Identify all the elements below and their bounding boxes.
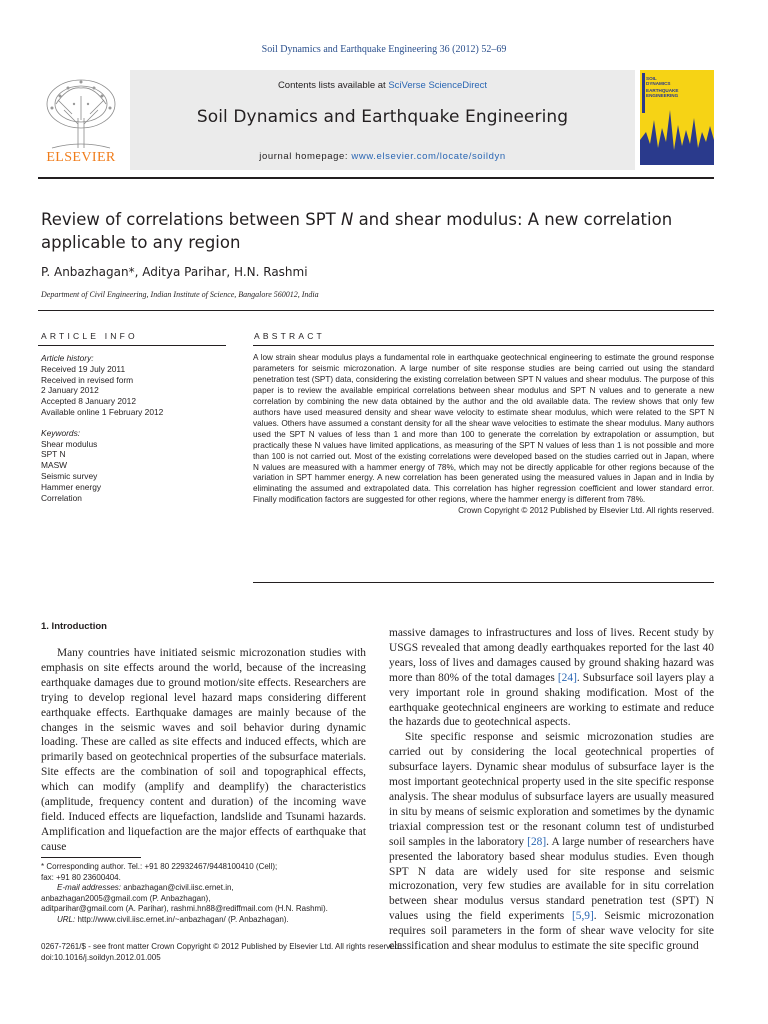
footnote-line: URL: http://www.civil.iisc.ernet.in/~anbazhagan/ (P. Anbazhagan).: [57, 914, 289, 924]
contents-prefix: Contents lists available at: [277, 80, 389, 91]
journal-cover-image[interactable]: [640, 70, 714, 165]
email-link[interactable]: anbazhagan@civil.iisc.ernet.in,: [123, 883, 234, 893]
footnote: [41, 862, 381, 926]
elsevier-wordmark: ELSEVIER: [46, 150, 116, 165]
email-link[interactable]: anbazhagan2005@gmail.com (P. Anbazhagan),: [41, 893, 211, 903]
keyword-item: SPT N: [41, 449, 66, 460]
abstract-bottom-rule: [253, 582, 714, 583]
keyword-item: Hammer energy: [41, 481, 102, 492]
cover-title-line: SOIL: [646, 76, 657, 81]
affiliation-rule: [38, 310, 714, 311]
footnote-line: fax: +91 80 23600404.: [41, 872, 121, 882]
footnote-line: E-mail addresses: anbazhagan@civil.iisc.ernet.in,: [57, 883, 234, 893]
title-italic-n: N: [340, 210, 354, 229]
email-link[interactable]: aditparihar@gmail.com (A. Parihar), rashmi.hn88@rediffmail.com (H.N. Rashmi).: [41, 904, 328, 914]
author-list[interactable]: P. Anbazhagan*, Aditya Parihar, H.N. Rashmi: [41, 265, 308, 279]
abstract-label: ABSTRACT: [254, 331, 325, 341]
doi-link[interactable]: doi:10.1016/j.soildyn.2012.01.005: [41, 953, 161, 962]
abstract-rule: [253, 345, 714, 346]
affiliation: Department of Civil Engineering, Indian Institute of Science, Bangalore 560012, India: [41, 290, 319, 299]
header-rule: [38, 177, 714, 179]
keyword-item: MASW: [41, 460, 68, 471]
cover-title-line: DYNAMICS: [646, 81, 671, 86]
cover-seismogram-graphic: [640, 70, 714, 165]
history-heading: Article history:: [41, 353, 94, 363]
sciencedirect-link[interactable]: SciVerse ScienceDirect: [388, 80, 488, 91]
history-item: Received in revised form: [41, 374, 134, 385]
homepage-prefix: journal homepage:: [259, 151, 352, 162]
homepage-link[interactable]: www.elsevier.com/locate/soildyn: [351, 151, 506, 162]
body-column-left: [41, 646, 366, 855]
reference-link[interactable]: [28]: [527, 835, 547, 848]
article-info-panel: [41, 353, 226, 503]
article-info-rule: [38, 345, 226, 346]
issn-doi-block: [41, 941, 401, 963]
keyword-item: Seismic survey: [41, 470, 98, 481]
footnote-rule: [41, 857, 141, 858]
reference-link[interactable]: [5,9]: [571, 910, 594, 923]
issn-line: 0267-7261/$ - see front matter Crown Copyright © 2012 Published by Elsevier Ltd. All rights reserved.: [41, 942, 402, 951]
url-link[interactable]: http://www.civil.iisc.ernet.in/~anbazhagan/ (P. Anbazhagan).: [77, 914, 289, 924]
journal-citation[interactable]: Soil Dynamics and Earthquake Engineering 36 (2012) 52–69: [261, 44, 507, 55]
title-part: Review of correlations between SPT: [41, 210, 341, 229]
body-paragraph: Many countries have initiated seismic microzonation studies with emphasis on site effects around the world, because of the increasing earthquake damages due to ground motion/site effects. Researchers are trying to develop regional level hazard maps considering different earthquake effects. Earthquake damages are mainly because of the changes in the seismic waves and soil behavior during dynamic loading. These are called as site effects and induced effects, which are primarily based on geotechnical properties of the subsurface materials. Site effects are the combination of soil and topographical effects, which can modify (amplify and deamplify) the characteristics (amplitude, frequency content and duration) of the incoming wave field. Induced effects are liquefaction, landslide and Tsunami hazards. Amplification and liquefaction are the major effects of earthquake that cause: [41, 647, 366, 853]
history-item: Accepted 8 January 2012: [41, 396, 136, 407]
abstract-text: A low strain shear modulus plays a fundamental role in earthquake geotechnical engineering to estimate the ground response parameters for seismic microzonation. A large number of site response studies are being carried out using the standard penetration test (SPT) data, considering the existing correlation between SPT N values and shear modulus. The purpose of this paper is to review the available empirical correlations between shear modulus and SPT N values and to generate a new correlation by combining the new data obtained by the author and the old available data. The review shows that only few authors have used measured density and shear wave velocity to estimate shear modulus, which were related to the SPT N values. Others have assumed a constant density for all the shear wave velocities to estimate the shear modulus. Many authors used the SPT N values of less than 1 and more than 100 to generate the correlation by extrapolation or assumption, but practically these N values have limited applications, as measuring of the SPT N values of less than 1 is not possible and more than 100 is not carried out. Most of the existing correlations were developed based on the studies carried out in Japan, where N values are measured with a hammer energy of 78%, which may not be directly applicable for other regions because of the variation in SPT hammer energy. A new correlation has been generated using the measured values in Japan and in India by eliminating the assumed and extrapolated data. This correlation has higher regression coefficient and lower standard error. Finally modification factors are suggested for other regions, where the hammer energy is different from 78%.: [253, 353, 714, 505]
keywords-heading: Keywords:: [41, 427, 81, 438]
history-item: 2 January 2012: [41, 385, 99, 396]
abstract-copyright: Crown Copyright © 2012 Published by Elsevier Ltd. All rights reserved.: [458, 506, 714, 516]
title-part: and shear modulus: A new correlation applicable to any region: [41, 210, 673, 252]
article-info-label: ARTICLE INFO: [41, 331, 138, 341]
body-column-right: [389, 626, 714, 954]
footnote-line: * Corresponding author. Tel.: +91 80 22932467/9448100410 (Cell);: [41, 862, 278, 871]
homepage-line: [130, 151, 635, 162]
keyword-item: Correlation: [41, 492, 82, 503]
cover-title-line: ENGINEERING: [646, 93, 679, 98]
body-paragraph: Site specific response and seismic microzonation studies are carried out by considering the local geotechnical properties of subsurface layers. Dynamic shear modulus of subsurface layer is the most important geotechnical property used in the site specific response analysis. The shear modulus of subsurface layers are usually measured in situ by means of seismic exploration and sometimes by the dynamic triaxial compression test or the resonant column test of undisturbed soil samples in the laboratory [28]. A large number of researchers have presented the laboratory based shear modulus studies. Even though SPT N data are widely used for site response and seismic microzonation, very few studies are available for in situ correlation between shear modulus versus standard penetration test (SPT) N values using the field experiments [5,9]. Seismic microzonation requires soil parameters in the form of shear wave velocity for site classification and shear modulus to estimate the site specific ground: [389, 731, 715, 953]
history-item: Available online 1 February 2012: [41, 406, 164, 417]
article-title: [41, 208, 721, 254]
section-heading-introduction: 1. Introduction: [41, 621, 107, 632]
journal-title: Soil Dynamics and Earthquake Engineering: [196, 107, 569, 127]
cover-title-line: EARTHQUAKE: [646, 88, 679, 93]
reference-link[interactable]: [24]: [557, 671, 577, 684]
keyword-item: Shear modulus: [41, 438, 98, 449]
abstract-body: [253, 353, 714, 517]
body-paragraph: massive damages to infrastructures and loss of lives. Recent study by USGS revealed that among deadly earthquakes reported for the last 40 years, loss of lives and damages caused by ground shaking hazard was more than 80% of the total damages [24]. Subsurface soil layers play a very important role in ground shaking modification. Most of the earthquake geotechnical engineers are working to estimate and reduce the hazards due to geotechnical aspects.: [389, 627, 715, 729]
contents-line: [130, 80, 635, 91]
history-item: Received 19 July 2011: [41, 363, 126, 374]
